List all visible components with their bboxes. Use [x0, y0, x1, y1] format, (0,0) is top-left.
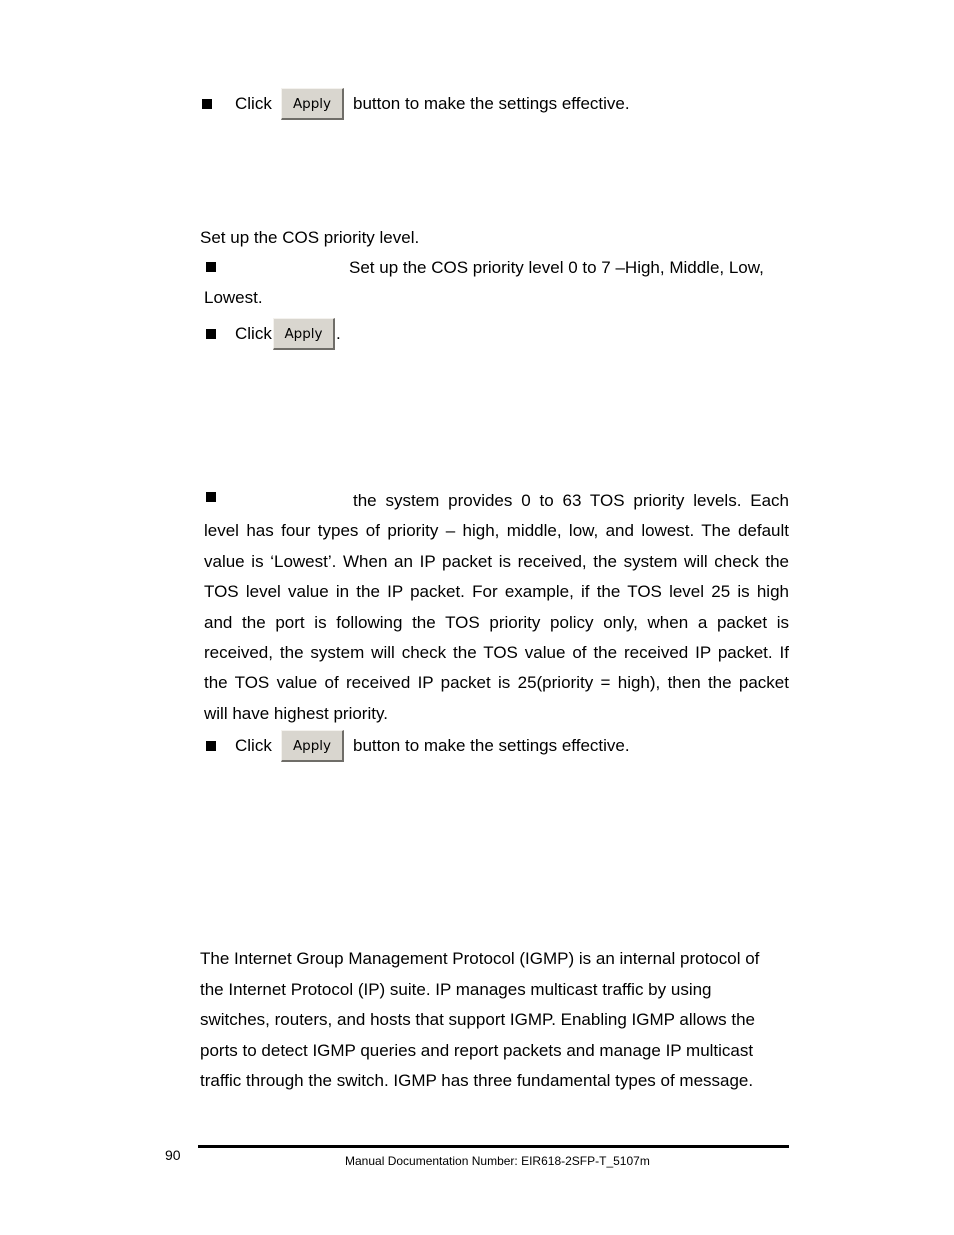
- igmp-line-4: ports to detect IGMP queries and report packets and manage IP multicast: [200, 1040, 754, 1060]
- click-label: Click: [235, 324, 272, 343]
- tos-description: [204, 486, 789, 729]
- cos-intro: Set up the COS priority level.: [200, 228, 420, 247]
- tos-line-7: the TOS value of received IP packet is 25(priority = high), then the packet: [204, 673, 789, 693]
- cos-priority-description: Set up the COS priority level 0 to 7 –High, Middle, Low,: [349, 258, 764, 277]
- tos-line-1: the system provides 0 to 63 TOS priority levels. Each: [353, 491, 789, 510]
- igmp-line-1: The Internet Group Management Protocol (IGMP) is an internal protocol of: [200, 949, 760, 968]
- apply-button[interactable]: Apply: [281, 730, 344, 762]
- bullet-marker: [202, 99, 212, 109]
- igmp-line-2: the Internet Protocol (IP) suite. IP manages multicast traffic by using: [200, 979, 712, 999]
- bullet-marker: [206, 262, 216, 272]
- igmp-line-3: switches, routers, and hosts that support IGMP. Enabling IGMP allows the: [200, 1010, 755, 1030]
- apply-instruction-text: button to make the settings effective.: [353, 94, 630, 113]
- period: .: [336, 324, 341, 343]
- doc-number: Manual Documentation Number: EIR618-2SFP-T_5107m: [345, 1154, 650, 1168]
- page-number: 90: [165, 1147, 181, 1163]
- tos-line-3: value is ‘Lowest’. When an IP packet is received, the system will check the: [204, 551, 789, 571]
- footer-divider: [198, 1145, 789, 1148]
- bullet-marker: [206, 741, 216, 751]
- tos-line-4: TOS level value in the IP packet. For example, if the TOS level 25 is high: [204, 582, 789, 602]
- tos-line-2: level has four types of priority – high, middle, low, and lowest. The default: [204, 521, 789, 541]
- tos-line-6: received, the system will check the TOS value of the received IP packet. If: [204, 643, 789, 663]
- tos-line-5: and the port is following the TOS priority policy only, when a packet is: [204, 612, 789, 632]
- igmp-description: [200, 944, 790, 1097]
- click-label: Click: [235, 94, 272, 113]
- click-label: Click: [235, 736, 272, 755]
- apply-button[interactable]: Apply: [273, 318, 335, 350]
- igmp-line-5: traffic through the switch. IGMP has three fundamental types of message.: [200, 1071, 754, 1091]
- apply-instruction-text: button to make the settings effective.: [353, 736, 630, 755]
- tos-line-8: will have highest priority.: [204, 703, 388, 723]
- bullet-marker: [206, 329, 216, 339]
- apply-button[interactable]: Apply: [281, 88, 344, 120]
- cos-priority-description-cont: Lowest.: [204, 288, 263, 307]
